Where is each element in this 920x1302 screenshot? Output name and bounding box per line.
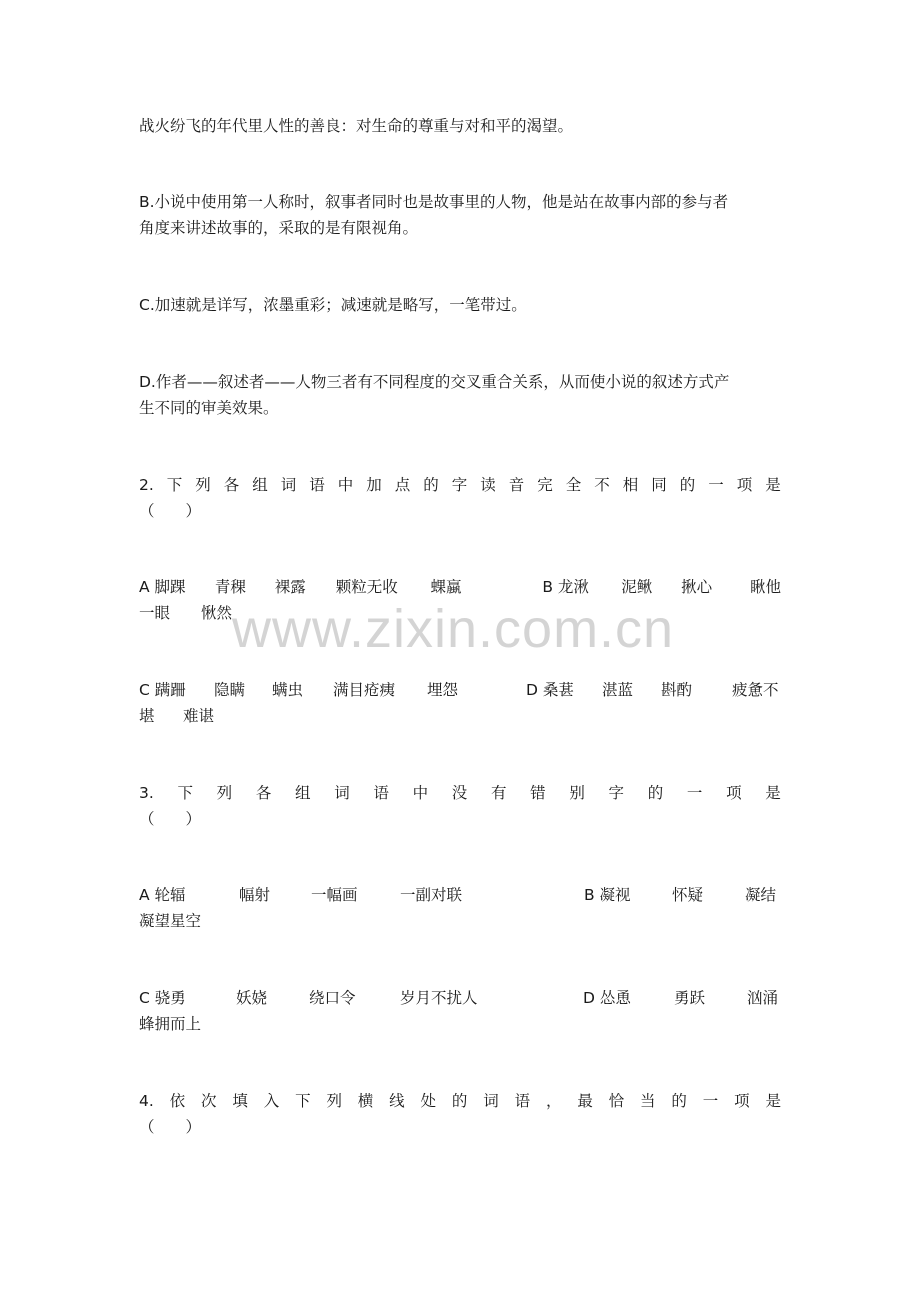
option-c-paragraph: C.加速就是详写，浓墨重彩；减速就是略写，一笔带过。 — [139, 296, 527, 314]
option-row: C 蹒跚 隐瞒 螨虫 满目疮痍 埋怨 D 桑葚 湛蓝 斟酌 疲惫不 — [139, 681, 779, 699]
option-row: A 轮辐 幅射 一幅画 一副对联 B 凝视 怀疑 凝结 — [139, 886, 777, 904]
answer-parentheses: （ ） — [139, 810, 202, 828]
option-row-continuation: 凝望星空 — [139, 912, 202, 930]
question-4-stem — [139, 1088, 781, 1140]
question-4-stem-line: 4. 依 次 填 入 下 列 横 线 处 的 词 语 ， 最 恰 当 的 一 项 是 — [139, 1092, 781, 1110]
option-row-continuation: 堪 难谌 — [139, 707, 215, 725]
question-2-options-cd — [139, 677, 781, 729]
question-3-options-ab — [139, 882, 781, 934]
option-row: C 骁勇 妖娆 绕口令 岁月不扰人 D 怂恿 勇跃 汹涌 — [139, 989, 779, 1007]
question-2-stem-line: 2. 下 列 各 组 词 语 中 加 点 的 字 读 音 完 全 不 相 同 的 一 项 是 — [139, 476, 781, 494]
option-row: A 脚踝 青稞 裸露 颗粒无收 蜾蠃 B 龙湫 泥鳅 揪心 瞅他 — [139, 578, 782, 596]
question-3-options-cd — [139, 985, 781, 1037]
question-2-stem — [139, 472, 781, 524]
question-3-stem — [139, 780, 781, 832]
question-2-options-ab — [139, 574, 781, 626]
question-3-stem-line: 3. 下 列 各 组 词 语 中 没 有 错 别 字 的 一 项 是 — [139, 784, 781, 802]
option-row-continuation: 一眼 愀然 — [139, 604, 233, 622]
answer-parentheses: （ ） — [139, 502, 202, 520]
option-a-continuation: 战火纷飞的年代里人性的善良：对生命的尊重与对和平的渴望。 — [139, 117, 574, 135]
option-b-paragraph: B.小说中使用第一人称时，叙事者同时也是故事里的人物，他是站在故事内部的参与者 角度来讲述故事的，采取的是有限视角。 — [139, 193, 729, 237]
option-d-paragraph: D.作者——叙述者——人物三者有不同程度的交叉重合关系，从而使小说的叙述方式产 生不同的审美效果。 — [139, 373, 730, 417]
watermark: www.zixin.com.cn — [232, 599, 675, 659]
option-row-continuation: 蜂拥而上 — [139, 1015, 202, 1033]
answer-parentheses: （ ） — [139, 1118, 202, 1136]
